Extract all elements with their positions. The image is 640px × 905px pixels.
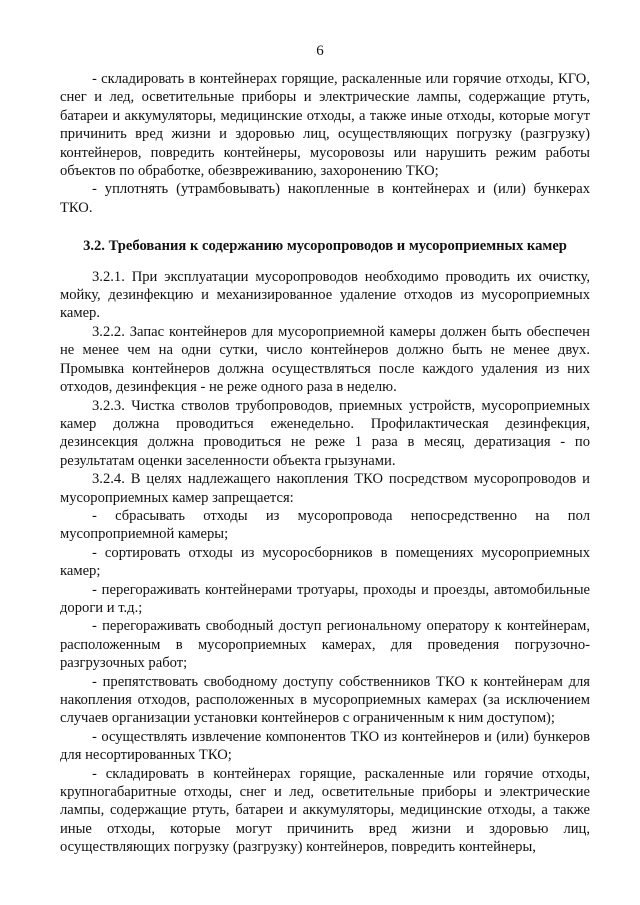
section-heading: 3.2. Требования к содержанию мусоропроводов и мусороприемных камер (83, 238, 567, 255)
paragraph-3-2-1: 3.2.1. При эксплуатации мусоропроводов необходимо проводить их очистку, мойку, дезинфекцию и механизированное удаление отходов из мусороприемных камер. (60, 268, 590, 322)
paragraph-3-2-4: 3.2.4. В целях надлежащего накопления ТКО посредством мусоропроводов и мусороприемных камер запрещается: (60, 471, 590, 506)
page-number: 6 (316, 43, 324, 59)
paragraph-3-2-3: 3.2.3. Чистка стволов трубопроводов, приемных устройств, мусороприемных камер должна проводиться еженедельно. Профилактическая дезинфекция, дезинсекция должна проводиться не реже 1 раза в месяц, дератизация - по результатам оценки заселенности объекта грызунами. (60, 397, 590, 469)
paragraph-prohibition-storage: - складировать в контейнерах горящие, раскаленные или горячие отходы, КГО, снег и лед, осветительные приборы и электрические лампы, содержащие ртуть, батареи и аккумуляторы, медицинские отходы, а также иные отходы, которые могут причинить вред жизни и здоровью лиц, осуществляющих погрузку (разгрузку) контейнеров, повредить контейнеры, мусоровозы или нарушить режим работы объектов по обработке, обезвреживанию, захоронению ТКО; (60, 71, 590, 180)
list-item-sorting: - сортировать отходы из мусоросборников в помещениях мусороприемных камер; (60, 544, 590, 580)
list-item-blocking-operator: - перегораживать свободный доступ региональному оператору к контейнерам, расположенным в мусороприемных камерах, для проведения погрузочно-разгрузочных работ; (60, 618, 590, 672)
list-item-blocking-walkways: - перегораживать контейнерами тротуары, проходы и проезды, автомобильные дороги и т.д.; (60, 581, 590, 616)
paragraph-3-2-2: 3.2.2. Запас контейнеров для мусороприемной камеры должен быть обеспечен не менее чем на одни сутки, число контейнеров должно быть не менее двух. Промывка контейнеров должна осуществляться после каждого удаления из них отходов, дезинфекция - не реже одного раза в неделю. (60, 323, 590, 396)
paragraph-prohibition-compaction: - уплотнять (утрамбовывать) накопленные в контейнерах и (или) бункерах ТКО. (60, 181, 590, 216)
list-item-dump-on-floor: - сбрасывать отходы из мусоропровода непосредственно на пол мусопроприемной камеры; (60, 507, 590, 543)
list-item-obstructing-owners: - препятствовать свободному доступу собственников ТКО к контейнерам для накопления отходов, расположенных в мусороприемных камерах (за исключением случаев организации установки контейнеров с ограниченным к ним доступом); (60, 673, 590, 727)
list-item-hazardous-waste: - складировать в контейнерах горящие, раскаленные или горячие отходы, крупногабаритные отходы, снег и лед, осветительные приборы и электрические лампы, содержащие ртуть, батареи и аккумуляторы, медицинские отходы, а также иные отходы, которые могут причинить вред жизни и здоровью лиц, осуществляющих погрузку (разгрузку) контейнеров, повредить контейнеры, (60, 765, 590, 856)
document-body (60, 70, 590, 857)
list-item-extracting-components: - осуществлять извлечение компонентов ТКО из контейнеров и (или) бункеров для несортированных ТКО; (60, 728, 590, 764)
